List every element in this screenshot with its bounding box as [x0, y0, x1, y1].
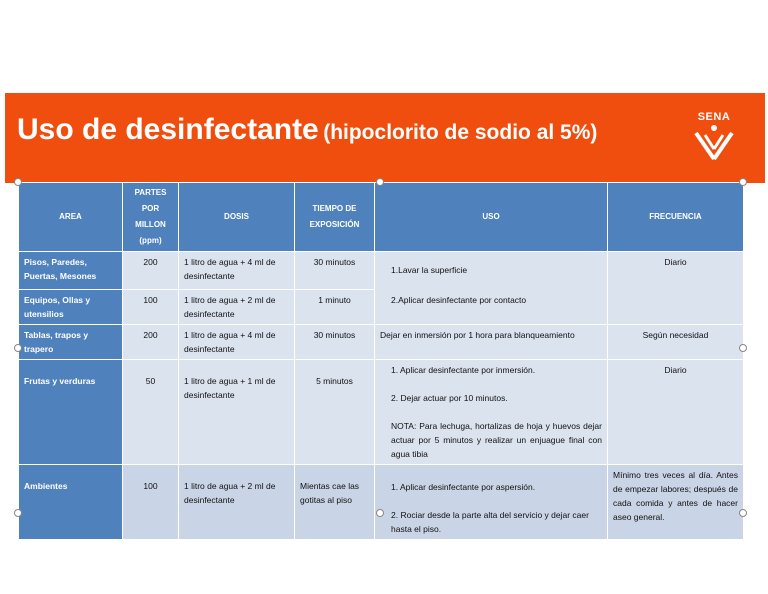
area-cell: Equipos, Ollas y utensilios	[19, 290, 123, 325]
header-uso: USO	[375, 183, 608, 252]
ppm-cell: 100	[123, 465, 179, 540]
area-cell: Tablas, trapos y trapero	[19, 325, 123, 360]
tiempo-cell: Mientas cae las gotitas al piso	[295, 465, 375, 540]
logo-text: SENA	[697, 111, 731, 123]
dosis-cell: 1 litro de agua + 2 ml de desinfectante	[179, 290, 295, 325]
resize-handle[interactable]	[14, 344, 22, 352]
header-frecuencia: FRECUENCIA	[608, 183, 744, 252]
ppm-cell: 50	[123, 360, 179, 465]
title-main: Uso de desinfectante	[17, 113, 319, 146]
table-row	[19, 360, 744, 465]
table-row	[19, 325, 744, 360]
frecuencia-cell: Diario	[608, 252, 744, 325]
resize-handle[interactable]	[739, 178, 747, 186]
tiempo-cell: 30 minutos	[295, 325, 375, 360]
uso-cell: Dejar en inmersión por 1 hora para blanqueamiento	[375, 325, 608, 360]
dosis-cell: 1 litro de agua + 4 ml de desinfectante	[179, 325, 295, 360]
uso-cell	[375, 360, 608, 465]
title-sub: (hipoclorito de sodio al 5%)	[323, 121, 598, 144]
frecuencia-cell: Mínimo tres veces al día. Antes de empezar labores; después de cada comida y antes de hacer aseo general.	[608, 465, 744, 540]
header-ppm-line: (ppm)	[139, 236, 162, 245]
resize-handle[interactable]	[14, 178, 22, 186]
disinfectant-table	[18, 182, 744, 540]
table-header-row	[19, 183, 744, 252]
uso-line: 1. Aplicar desinfectante por inmersión.	[391, 365, 536, 375]
resize-handle[interactable]	[739, 344, 747, 352]
uso-cell	[375, 252, 608, 325]
uso-line: 1.Lavar la superficie	[391, 265, 468, 275]
sena-logo-icon	[694, 123, 734, 163]
header-ppm-line: MILLON	[135, 220, 166, 229]
ppm-cell: 200	[123, 325, 179, 360]
uso-line: 2. Rociar desde la parte alta del servicio y dejar caer hasta el piso.	[391, 510, 589, 534]
tiempo-cell: 5 minutos	[295, 360, 375, 465]
header-ppm	[123, 183, 179, 252]
header-tiempo-line: EXPOSICIÓN	[309, 220, 360, 229]
ppm-cell: 200	[123, 252, 179, 290]
resize-handle[interactable]	[376, 178, 384, 186]
tiempo-cell: 1 minuto	[295, 290, 375, 325]
area-cell: Pisos, Paredes, Puertas, Mesones	[19, 252, 123, 290]
header-tiempo	[295, 183, 375, 252]
slide-title	[17, 113, 597, 147]
header-area: AREA	[19, 183, 123, 252]
header-ppm-line: PARTES	[134, 188, 167, 197]
dosis-cell: 1 litro de agua + 4 ml de desinfectante	[179, 252, 295, 290]
header-dosis: DOSIS	[179, 183, 295, 252]
table-row	[19, 252, 744, 290]
frecuencia-cell: Diario	[608, 360, 744, 465]
uso-line: 2. Dejar actuar por 10 minutos.	[391, 393, 508, 403]
ppm-cell: 100	[123, 290, 179, 325]
resize-handle[interactable]	[739, 509, 747, 517]
dosis-cell: 1 litro de agua + 1 ml de desinfectante	[179, 360, 295, 465]
resize-handle[interactable]	[14, 509, 22, 517]
tiempo-cell: 30 minutos	[295, 252, 375, 290]
uso-line: 1. Aplicar desinfectante por aspersión.	[391, 482, 536, 492]
area-cell: Frutas y verduras	[19, 360, 123, 465]
dosis-cell: 1 litro de agua + 2 ml de desinfectante	[179, 465, 295, 540]
frecuencia-cell: Según necesidad	[608, 325, 744, 360]
header-ppm-line: POR	[141, 204, 160, 213]
uso-cell	[375, 465, 608, 540]
sena-logo	[693, 111, 735, 163]
header-tiempo-line: TIEMPO DE	[312, 204, 357, 213]
table-row	[19, 465, 744, 540]
resize-handle[interactable]	[376, 509, 384, 517]
uso-line: 2.Aplicar desinfectante por contacto	[391, 295, 527, 305]
uso-note: NOTA: Para lechuga, hortalizas de hoja y huevos dejar actuar por 5 minutos y realizar un enjuague final con agua tibia	[391, 421, 602, 459]
area-cell: Ambientes	[19, 465, 123, 540]
